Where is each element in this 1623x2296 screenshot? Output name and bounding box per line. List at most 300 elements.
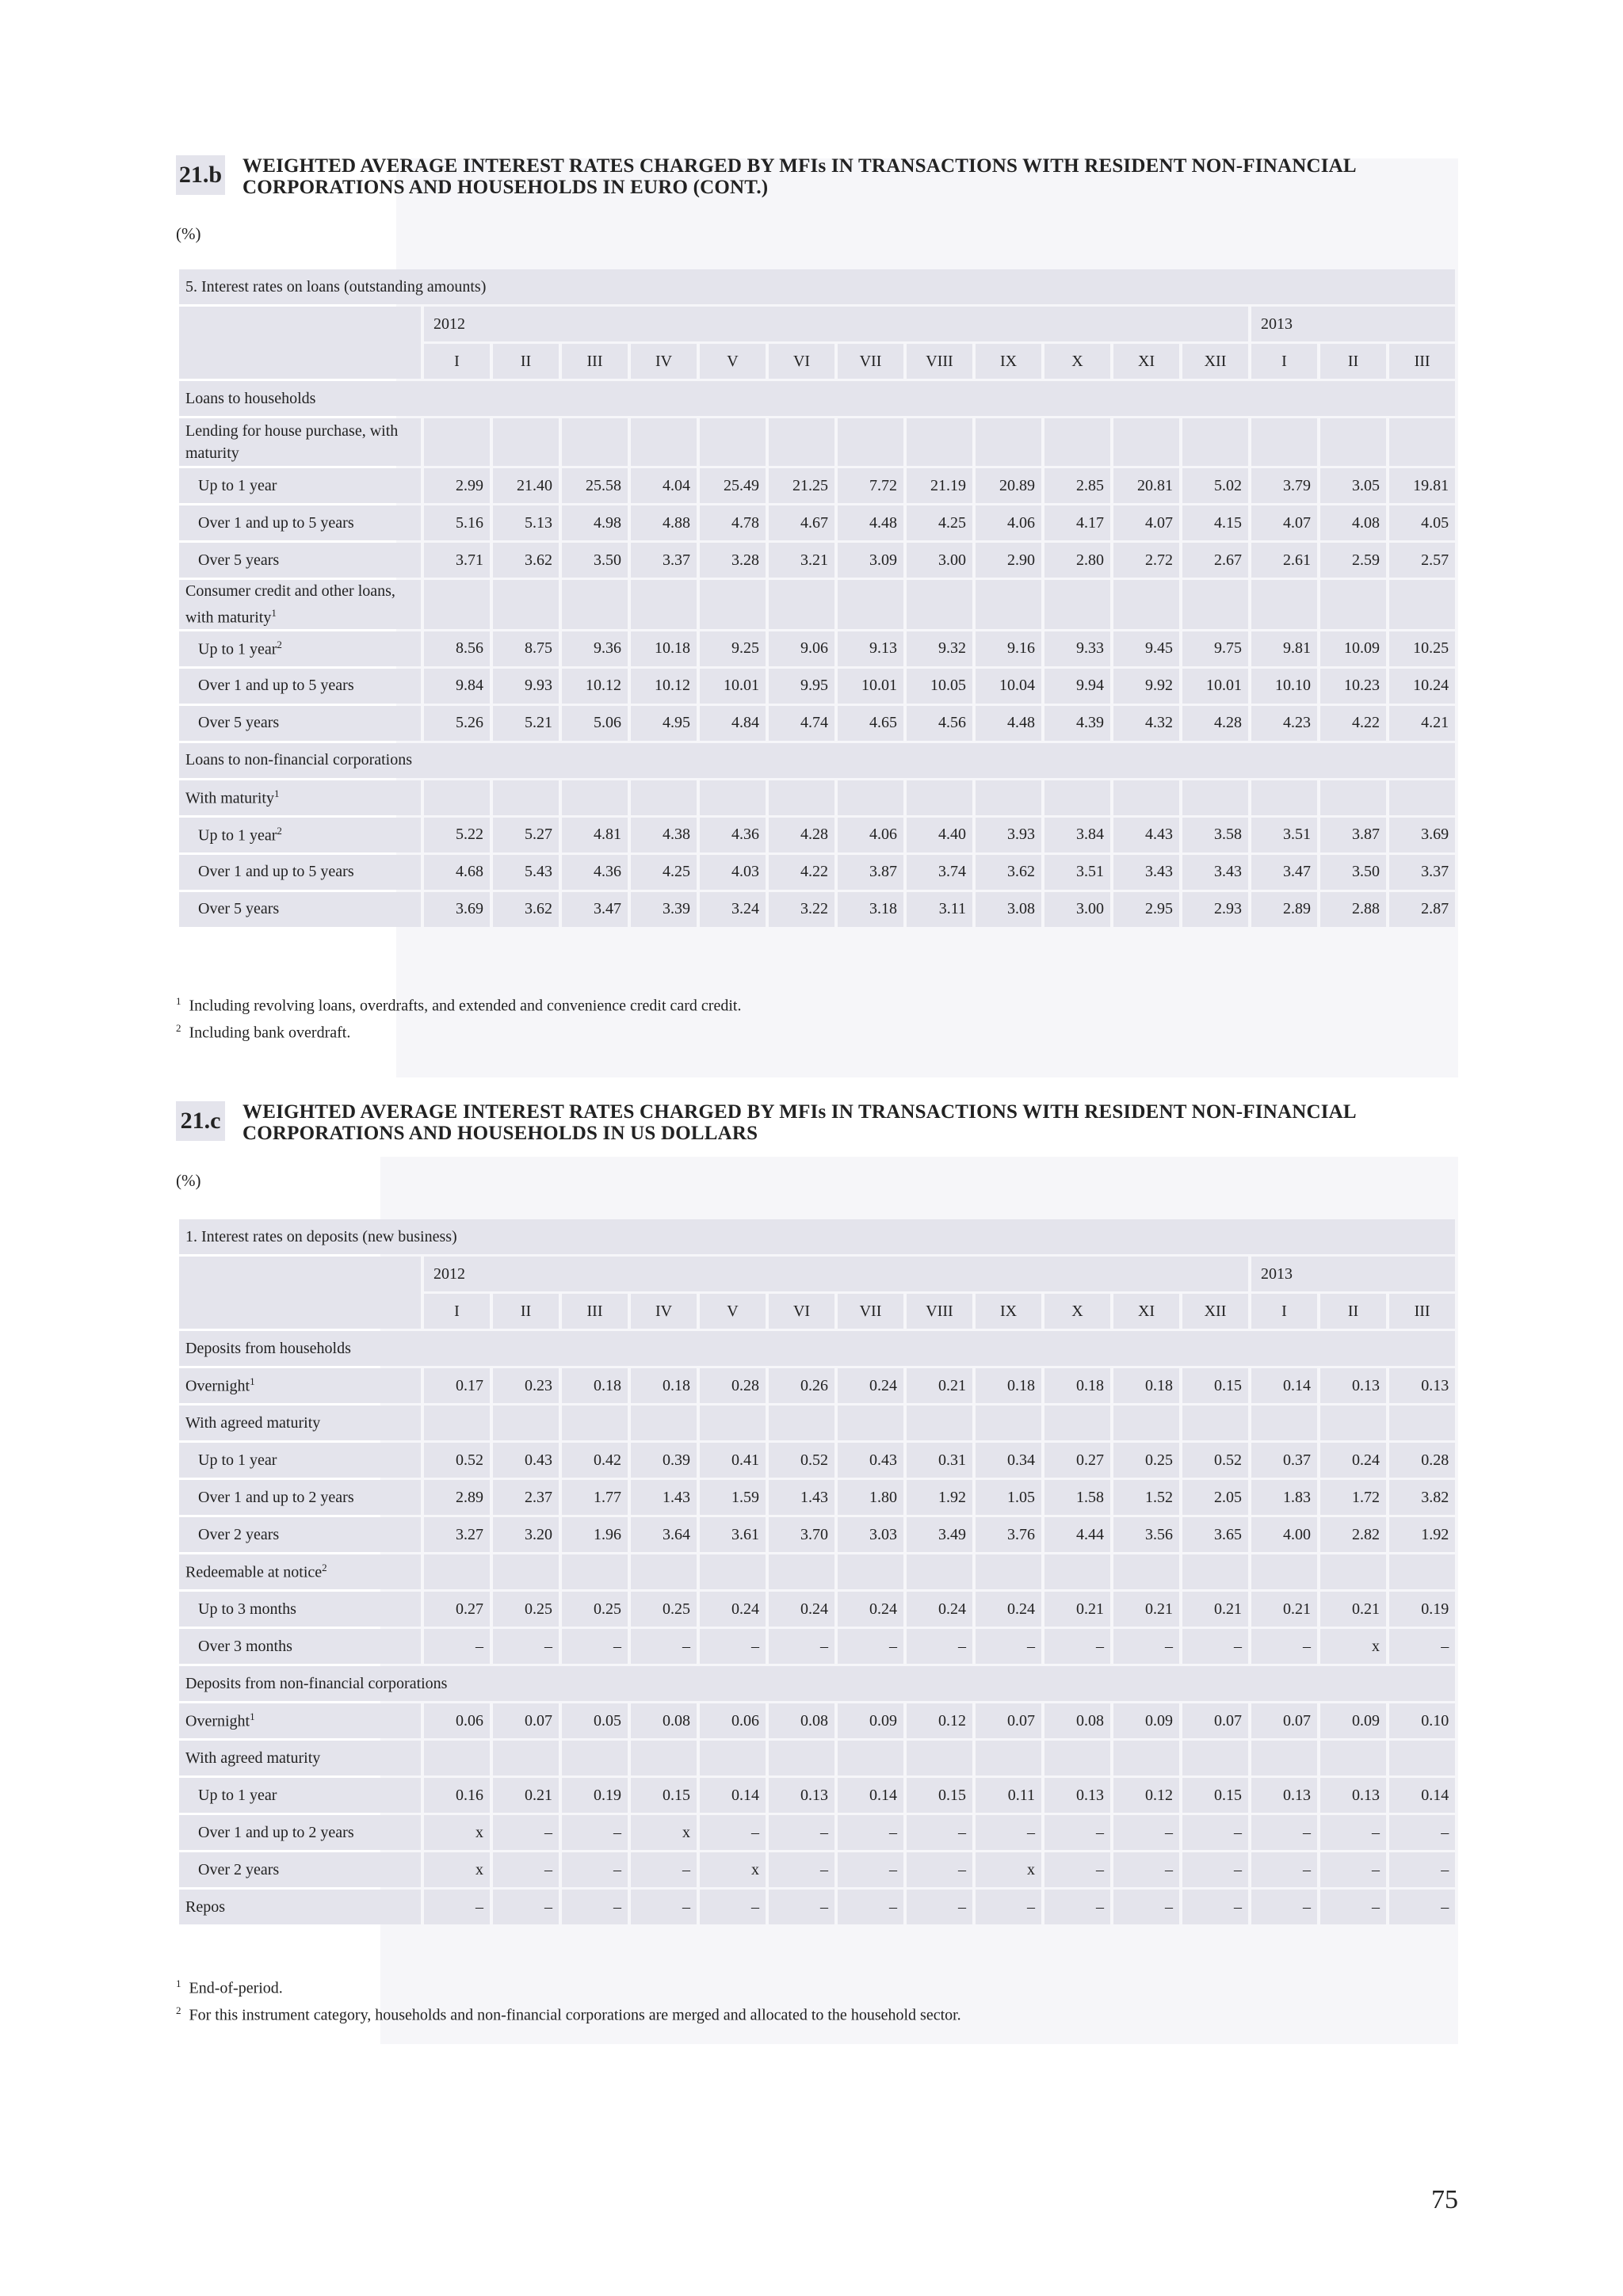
table-cell: 4.44: [1044, 1517, 1110, 1552]
table-cell: 0.14: [838, 1778, 903, 1813]
table-cell: [1320, 1554, 1386, 1589]
group-deposits-households: Deposits from households: [179, 1331, 1455, 1366]
table-cell: 3.87: [838, 855, 903, 890]
table-cell: 0.11: [976, 1778, 1041, 1813]
month-header: VII: [838, 1294, 903, 1329]
year-2013: 2013: [1251, 1257, 1455, 1291]
table-cell: –: [424, 1629, 490, 1664]
table-cell: [1251, 1405, 1317, 1440]
month-header: X: [1044, 1294, 1110, 1329]
table-cell: 5.43: [493, 855, 559, 890]
group-row: [179, 381, 1455, 416]
table-cell: –: [1113, 1890, 1179, 1924]
row-label: Over 2 years: [179, 1852, 421, 1887]
table-cell: –: [1389, 1890, 1455, 1924]
table-cell: 4.15: [1182, 505, 1248, 540]
subgroup-house-purchase: Lending for house purchase, with maturity: [179, 418, 421, 466]
table-cell: 0.18: [631, 1368, 697, 1403]
table-cell: [562, 1405, 628, 1440]
table-cell: 4.98: [562, 505, 628, 540]
table-cell: [1182, 1405, 1248, 1440]
table-cell: 10.04: [976, 669, 1041, 704]
table-cell: 4.36: [700, 818, 766, 852]
table-cell: 9.94: [1044, 669, 1110, 704]
table-cell: 0.09: [1113, 1703, 1179, 1738]
table-cell: –: [700, 1890, 766, 1924]
month-header: XII: [1182, 344, 1248, 379]
table-cell: –: [1044, 1629, 1110, 1664]
table-cell: 3.51: [1044, 855, 1110, 890]
table-cell: 0.14: [700, 1778, 766, 1813]
table-cell: 0.18: [1113, 1368, 1179, 1403]
table-cell: 3.71: [424, 543, 490, 578]
table-cell: 10.12: [631, 669, 697, 704]
table-cell: 0.37: [1251, 1443, 1317, 1478]
table-cell: 0.19: [1389, 1592, 1455, 1627]
section-title: [242, 1101, 1431, 1144]
table-cell: 9.92: [1113, 669, 1179, 704]
table-cell: 0.15: [907, 1778, 972, 1813]
table-cell: 4.38: [631, 818, 697, 852]
table-cell: 4.68: [424, 855, 490, 890]
table-cell: 4.07: [1251, 505, 1317, 540]
table-row: [179, 631, 1455, 666]
table-cell: –: [1251, 1852, 1317, 1887]
table-row: [179, 1778, 1455, 1813]
section-title-line2: CORPORATIONS AND HOUSEHOLDS IN EURO (CONT.): [242, 177, 769, 198]
table-cell: 4.05: [1389, 505, 1455, 540]
month-header: II: [1320, 1294, 1386, 1329]
table-cell: 0.24: [700, 1592, 766, 1627]
section-21c-header: [176, 1101, 1457, 1150]
table-cell: 4.56: [907, 706, 972, 741]
year-2013: 2013: [1251, 307, 1455, 341]
table-row: [179, 669, 1455, 704]
table-cell: 2.37: [493, 1480, 559, 1515]
table-cell: 9.13: [838, 631, 903, 666]
table-cell: 2.88: [1320, 892, 1386, 927]
table-cell: 0.07: [1251, 1703, 1317, 1738]
month-header: VI: [769, 1294, 834, 1329]
table-row: [179, 1517, 1455, 1552]
table-cell: 10.01: [838, 669, 903, 704]
table-row: [179, 892, 1455, 927]
table-cell: 0.12: [1113, 1778, 1179, 1813]
table-cell: 3.56: [1113, 1517, 1179, 1552]
subgroup-row: [179, 780, 1455, 815]
subgroup-consumer-credit: Consumer credit and other loans, with maturity$^1$: [179, 580, 421, 629]
table-cell: 0.52: [769, 1443, 834, 1478]
row-label: Over 1 and up to 5 years: [179, 669, 421, 704]
table-cell: [838, 1741, 903, 1775]
table-cell: 3.11: [907, 892, 972, 927]
table-cell: 0.24: [769, 1592, 834, 1627]
table-cell: –: [1182, 1852, 1248, 1887]
row-label: Over 1 and up to 5 years: [179, 855, 421, 890]
month-header: III: [562, 344, 628, 379]
table-cell: 3.43: [1113, 855, 1179, 890]
footnote: $^2$ For this instrument category, households and non-financial corporations are merged and allocated to the household sector.: [176, 2004, 961, 2024]
table-cell: 5.27: [493, 818, 559, 852]
table-cell: 1.80: [838, 1480, 903, 1515]
table-cell: –: [631, 1890, 697, 1924]
table-cell: 3.03: [838, 1517, 903, 1552]
table-cell: –: [631, 1852, 697, 1887]
table-caption-row: [179, 269, 1455, 304]
table-cell: [1044, 1741, 1110, 1775]
table-cell: 4.36: [562, 855, 628, 890]
table-cell: [1182, 1554, 1248, 1589]
table-cell: –: [838, 1815, 903, 1850]
table-cell: 3.82: [1389, 1480, 1455, 1515]
section-number: 21.c: [176, 1101, 225, 1141]
table-cell: 0.13: [769, 1778, 834, 1813]
table-cell: x: [1320, 1629, 1386, 1664]
group-deposits-nfc: Deposits from non-financial corporations: [179, 1666, 1455, 1701]
table-cell: [424, 1554, 490, 1589]
unit-label: (%): [176, 224, 201, 243]
group-loans-nfc: Loans to non-financial corporations: [179, 743, 1455, 778]
table-cell: –: [1113, 1815, 1179, 1850]
row-label: Up to 1 year: [179, 468, 421, 503]
month-header: VIII: [907, 344, 972, 379]
table-cell: 9.75: [1182, 631, 1248, 666]
table-cell: –: [1320, 1852, 1386, 1887]
table-cell: x: [424, 1815, 490, 1850]
table-cell: 4.22: [1320, 706, 1386, 741]
group-row: [179, 1666, 1455, 1701]
row-label: Over 1 and up to 2 years: [179, 1815, 421, 1850]
table-cell: 2.99: [424, 468, 490, 503]
table-cell: –: [1389, 1815, 1455, 1850]
subgroup-row: [179, 418, 1455, 466]
table-cell: [976, 1554, 1041, 1589]
table-cell: 0.07: [976, 1703, 1041, 1738]
table-cell: 3.62: [976, 855, 1041, 890]
table-cell: 0.08: [631, 1703, 697, 1738]
table-cell: 19.81: [1389, 468, 1455, 503]
table-cell: 3.39: [631, 892, 697, 927]
table-row: [179, 1443, 1455, 1478]
table-cell: 9.06: [769, 631, 834, 666]
row-label: Up to 3 months: [179, 1592, 421, 1627]
table-cell: 4.48: [976, 706, 1041, 741]
table-cell: 4.74: [769, 706, 834, 741]
table-cell: 0.13: [1044, 1778, 1110, 1813]
year-header-row: [179, 1257, 1455, 1291]
footnote-ref: 1: [273, 787, 280, 799]
table-caption-row: [179, 1219, 1455, 1254]
table-caption: 1. Interest rates on deposits (new business): [179, 1219, 1455, 1254]
table-cell: 0.42: [562, 1443, 628, 1478]
table-cell: 20.81: [1113, 468, 1179, 503]
year-2012: 2012: [424, 307, 1248, 341]
table-cell: 0.21: [1251, 1592, 1317, 1627]
table-cell: 0.23: [493, 1368, 559, 1403]
table-cell: [1113, 1741, 1179, 1775]
month-header: III: [562, 1294, 628, 1329]
row-label: Up to 1 year: [179, 1778, 421, 1813]
table-cell: 3.00: [907, 543, 972, 578]
table-cell: 2.90: [976, 543, 1041, 578]
table-cell: 3.08: [976, 892, 1041, 927]
footnote-ref: 2: [322, 1562, 327, 1574]
table-cell: 9.36: [562, 631, 628, 666]
table-cell: 0.27: [424, 1592, 490, 1627]
footnotes-21c: [176, 1973, 961, 2026]
table-cell: 1.83: [1251, 1480, 1317, 1515]
table-cell: [1251, 1554, 1317, 1589]
table-cell: 1.58: [1044, 1480, 1110, 1515]
table-row: [179, 1592, 1455, 1627]
table-cell: 2.82: [1320, 1517, 1386, 1552]
table-cell: –: [1182, 1815, 1248, 1850]
row-label: Up to 1 year$^2$: [179, 631, 421, 666]
table-row: [179, 543, 1455, 578]
page-number: 75: [1431, 2185, 1458, 2214]
table-cell: –: [907, 1890, 972, 1924]
table-cell: 0.09: [838, 1703, 903, 1738]
table-cell: 7.72: [838, 468, 903, 503]
table-cell: [1182, 1741, 1248, 1775]
table-cell: –: [769, 1852, 834, 1887]
year-header-row: [179, 307, 1455, 341]
table-cell: 0.21: [1320, 1592, 1386, 1627]
table-cell: –: [769, 1890, 834, 1924]
table-cell: 0.25: [631, 1592, 697, 1627]
table-cell: 3.18: [838, 892, 903, 927]
table-cell: 3.24: [700, 892, 766, 927]
header-blank: [179, 1257, 421, 1329]
row-label: Up to 1 year: [179, 1443, 421, 1478]
month-header: XI: [1113, 1294, 1179, 1329]
table-cell: 0.25: [562, 1592, 628, 1627]
footnote-ref: 2: [277, 638, 282, 650]
table-cell: [769, 1741, 834, 1775]
section-21b-header: [176, 155, 1457, 204]
table-cell: 0.06: [424, 1703, 490, 1738]
month-header: VI: [769, 344, 834, 379]
table-cell: –: [1251, 1815, 1317, 1850]
subgroup-with-maturity: With maturity$^1$: [179, 780, 421, 815]
table-cell: –: [1182, 1890, 1248, 1924]
table-cell: 4.17: [1044, 505, 1110, 540]
month-header: II: [1320, 344, 1386, 379]
table-cell: 0.39: [631, 1443, 697, 1478]
row-label: Repos: [179, 1890, 421, 1924]
table-cell: 4.21: [1389, 706, 1455, 741]
table-cell: 3.49: [907, 1517, 972, 1552]
table-cell: [631, 1405, 697, 1440]
table-cell: [1113, 1554, 1179, 1589]
table-cell: –: [1389, 1629, 1455, 1664]
month-header: X: [1044, 344, 1110, 379]
table-cell: 0.15: [1182, 1778, 1248, 1813]
table-cell: [424, 1741, 490, 1775]
table-cell: 8.75: [493, 631, 559, 666]
table-cell: 4.40: [907, 818, 972, 852]
table-cell: [838, 1405, 903, 1440]
table-cell: 0.13: [1320, 1368, 1386, 1403]
table-cell: 0.24: [976, 1592, 1041, 1627]
table-cell: 21.19: [907, 468, 972, 503]
table-cell: 9.93: [493, 669, 559, 704]
table-row: [179, 468, 1455, 503]
table-cell: 3.84: [1044, 818, 1110, 852]
table-cell: 4.81: [562, 818, 628, 852]
table-cell: 0.52: [1182, 1443, 1248, 1478]
row-label: Redeemable at notice$^2$: [179, 1554, 421, 1589]
table-cell: 0.18: [976, 1368, 1041, 1403]
table-cell: 0.24: [907, 1592, 972, 1627]
row-label: Over 5 years: [179, 706, 421, 741]
table-cell: 0.27: [1044, 1443, 1110, 1478]
footnote: $^1$ Including revolving loans, overdrafts, and extended and convenience credit card credit.: [176, 995, 742, 1015]
table-cell: 10.01: [1182, 669, 1248, 704]
table-cell: 1.77: [562, 1480, 628, 1515]
table-cell: 0.28: [700, 1368, 766, 1403]
group-row: [179, 743, 1455, 778]
table-cell: 2.57: [1389, 543, 1455, 578]
table-cell: 4.28: [1182, 706, 1248, 741]
table-cell: 2.93: [1182, 892, 1248, 927]
table-cell: 4.06: [976, 505, 1041, 540]
table-cell: –: [907, 1629, 972, 1664]
row-label: Overnight$^1$: [179, 1368, 421, 1403]
table-row: [179, 706, 1455, 741]
table-cell: 3.28: [700, 543, 766, 578]
table-cell: 2.72: [1113, 543, 1179, 578]
table-21c: [176, 1217, 1458, 1927]
table-cell: 4.32: [1113, 706, 1179, 741]
table-cell: 10.23: [1320, 669, 1386, 704]
table-cell: 0.52: [424, 1443, 490, 1478]
table-cell: 3.61: [700, 1517, 766, 1552]
footnotes-21b: [176, 990, 741, 1043]
table-cell: 8.56: [424, 631, 490, 666]
table-cell: –: [493, 1629, 559, 1664]
table-cell: 1.92: [1389, 1517, 1455, 1552]
table-cell: 1.52: [1113, 1480, 1179, 1515]
subgroup-row: [179, 580, 1455, 629]
table-cell: 4.03: [700, 855, 766, 890]
row-label: With agreed maturity: [179, 1741, 421, 1775]
group-loans-households: Loans to households: [179, 381, 1455, 416]
footnote: $^2$ Including bank overdraft.: [176, 1021, 351, 1042]
table-row: [179, 1741, 1455, 1775]
table-cell: x: [976, 1852, 1041, 1887]
table-cell: –: [976, 1629, 1041, 1664]
month-header: V: [700, 1294, 766, 1329]
table-cell: 9.95: [769, 669, 834, 704]
table-cell: 2.80: [1044, 543, 1110, 578]
table-cell: –: [493, 1815, 559, 1850]
table-cell: 4.84: [700, 706, 766, 741]
table-cell: [493, 1405, 559, 1440]
table-cell: 10.05: [907, 669, 972, 704]
table-cell: [907, 1554, 972, 1589]
footnote: $^1$ End-of-period.: [176, 1978, 283, 1997]
table-cell: 10.18: [631, 631, 697, 666]
table-cell: 0.24: [1320, 1443, 1386, 1478]
table-cell: 5.02: [1182, 468, 1248, 503]
table-cell: 0.13: [1389, 1368, 1455, 1403]
table-cell: 4.06: [838, 818, 903, 852]
table-cell: –: [700, 1815, 766, 1850]
table-cell: 10.10: [1251, 669, 1317, 704]
table-cell: 9.32: [907, 631, 972, 666]
table-cell: 3.50: [562, 543, 628, 578]
table-cell: 2.59: [1320, 543, 1386, 578]
table-cell: 5.06: [562, 706, 628, 741]
table-cell: 0.13: [1320, 1778, 1386, 1813]
table-cell: x: [424, 1852, 490, 1887]
group-row: [179, 1331, 1455, 1366]
table-cell: 0.12: [907, 1703, 972, 1738]
table-cell: 0.08: [769, 1703, 834, 1738]
table-cell: 3.43: [1182, 855, 1248, 890]
table-cell: 9.33: [1044, 631, 1110, 666]
table-cell: 0.16: [424, 1778, 490, 1813]
table-cell: 0.25: [493, 1592, 559, 1627]
table-cell: –: [700, 1629, 766, 1664]
table-cell: 3.37: [631, 543, 697, 578]
table-cell: –: [838, 1890, 903, 1924]
table-cell: [424, 1405, 490, 1440]
table-cell: –: [493, 1890, 559, 1924]
table-cell: –: [769, 1629, 834, 1664]
table-cell: 0.15: [1182, 1368, 1248, 1403]
month-header: XII: [1182, 1294, 1248, 1329]
table-cell: –: [838, 1852, 903, 1887]
month-header: III: [1389, 344, 1455, 379]
table-cell: 0.34: [976, 1443, 1041, 1478]
table-cell: –: [1389, 1852, 1455, 1887]
table-cell: –: [907, 1815, 972, 1850]
table-cell: [1320, 1741, 1386, 1775]
table-cell: [769, 1405, 834, 1440]
table-cell: 2.05: [1182, 1480, 1248, 1515]
table-cell: 1.92: [907, 1480, 972, 1515]
table-cell: 4.04: [631, 468, 697, 503]
month-header: I: [424, 1294, 490, 1329]
month-header: I: [424, 344, 490, 379]
table-cell: 0.21: [1113, 1592, 1179, 1627]
table-cell: –: [1251, 1890, 1317, 1924]
table-cell: –: [562, 1890, 628, 1924]
table-cell: –: [1113, 1852, 1179, 1887]
table-cell: 4.07: [1113, 505, 1179, 540]
table-cell: [907, 1405, 972, 1440]
footnote-ref: 1: [271, 607, 277, 619]
table-cell: 0.28: [1389, 1443, 1455, 1478]
table-cell: 4.78: [700, 505, 766, 540]
footnote-ref: 2: [277, 824, 282, 837]
table-cell: 0.41: [700, 1443, 766, 1478]
table-cell: 10.24: [1389, 669, 1455, 704]
table-cell: 4.88: [631, 505, 697, 540]
table-cell: 4.48: [838, 505, 903, 540]
table-cell: 5.16: [424, 505, 490, 540]
table-cell: 10.01: [700, 669, 766, 704]
table-cell: 0.43: [838, 1443, 903, 1478]
table-cell: [631, 1741, 697, 1775]
table-cell: –: [562, 1852, 628, 1887]
table-row: [179, 1815, 1455, 1850]
table-cell: 3.09: [838, 543, 903, 578]
table-cell: 2.67: [1182, 543, 1248, 578]
row-label: Over 1 and up to 5 years: [179, 505, 421, 540]
